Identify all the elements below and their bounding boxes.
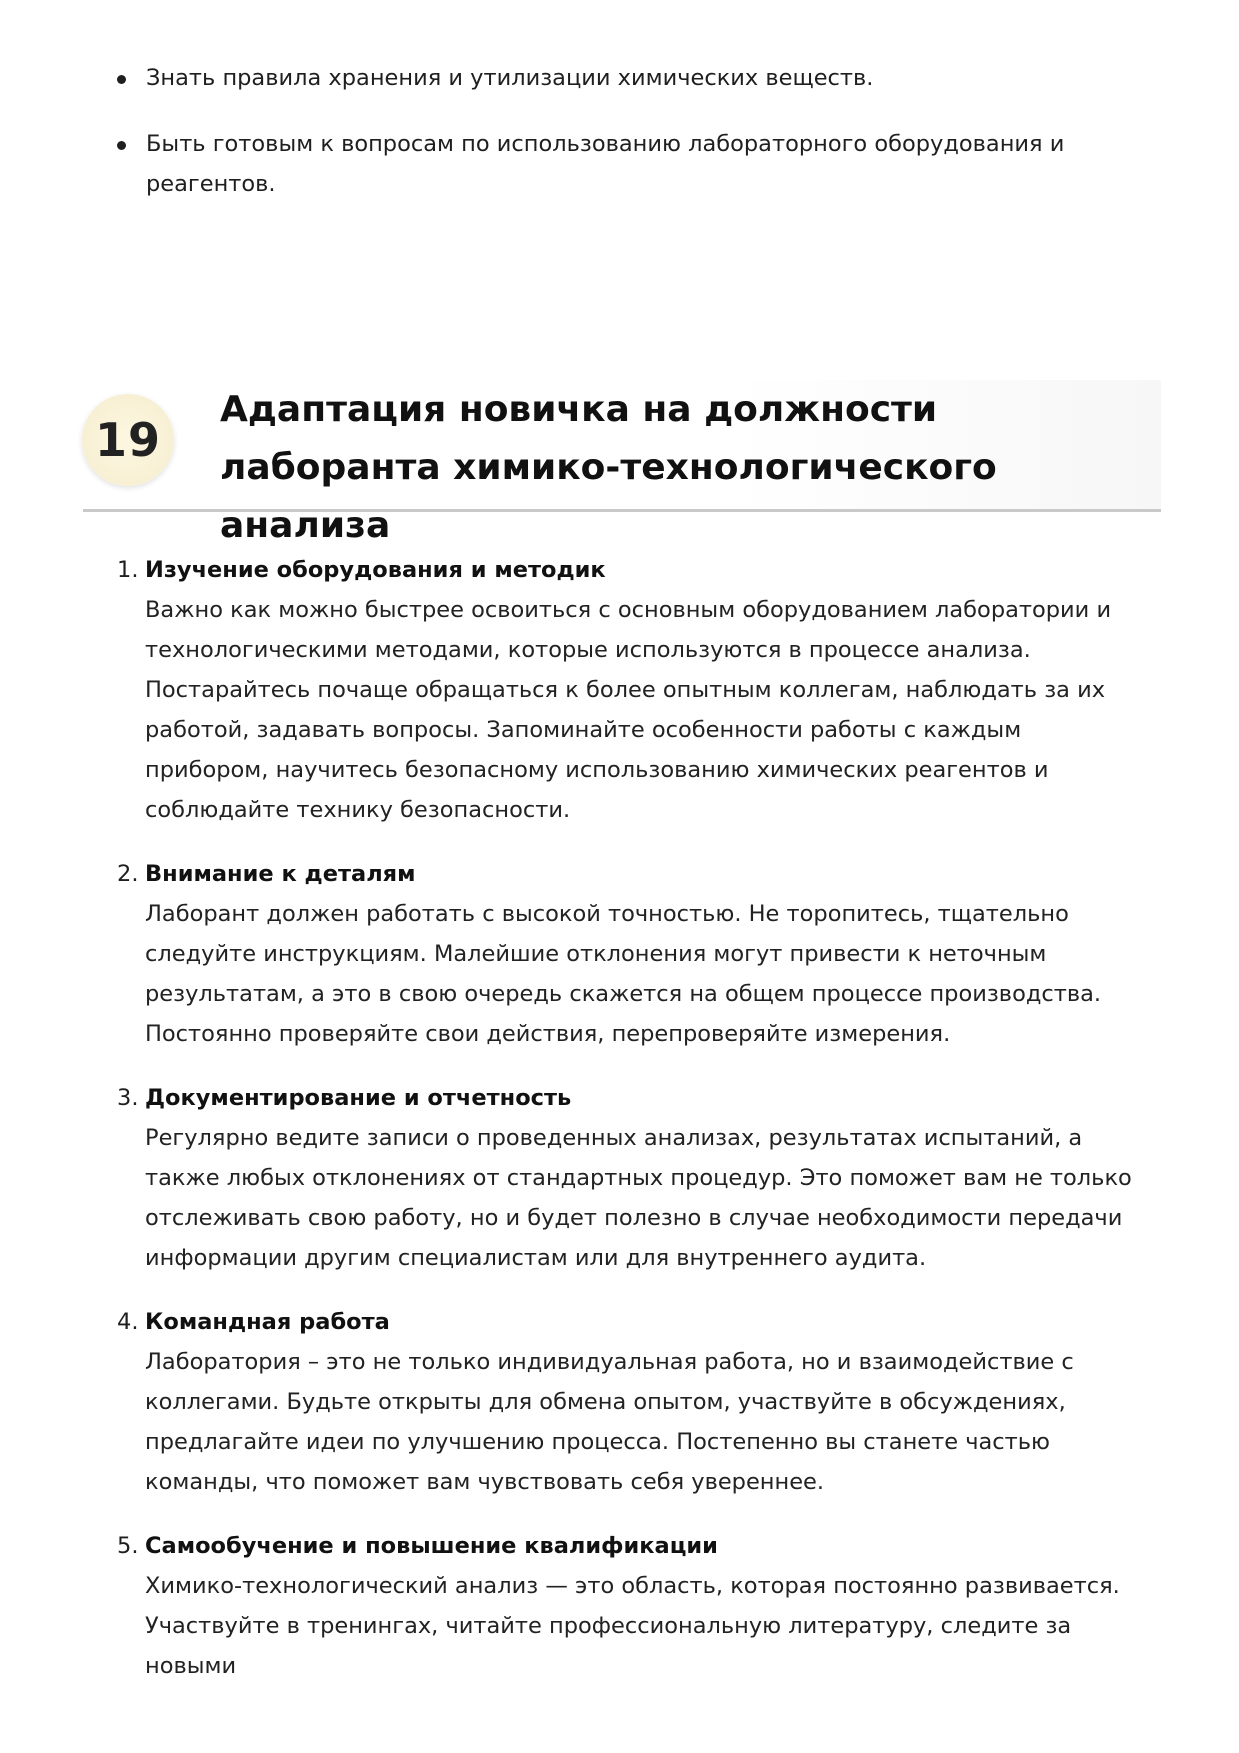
section-title: Адаптация новичка на должности лаборанта химико-технологического анализа	[220, 389, 997, 546]
list-item	[117, 854, 1147, 1054]
item-title: Командная работа	[145, 1309, 390, 1335]
item-body: Важно как можно быстрее освоиться с основным оборудованием лаборатории и технологическими методами, которые используются в процессе анализа. Постарайтесь почаще обращаться к более опытным коллегам, наблюдать за их работой, задавать вопросы. Запоминайте особенности работы с каждым прибором, научитесь безопасному использованию химических реагентов и соблюдайте технику безопасности.	[145, 597, 1112, 823]
item-body: Химико-технологический анализ — это область, которая постоянно развивается. Участвуйте в тренингах, читайте профессиональную литературу, следите за новыми	[145, 1573, 1120, 1679]
section-number-badge	[82, 394, 174, 486]
item-title: Документирование и отчетность	[145, 1085, 572, 1111]
item-number: 2.	[117, 861, 139, 887]
item-body: Лаборант должен работать с высокой точностью. Не торопитесь, тщательно следуйте инструкциям. Малейшие отклонения могут привести к неточным результатам, а это в свою очередь скажется на общем процессе производства. Постоянно проверяйте свои действия, перепроверяйте измерения.	[145, 901, 1102, 1047]
list-item	[117, 1302, 1147, 1502]
list-item	[117, 1078, 1147, 1278]
item-title: Изучение оборудования и методик	[145, 557, 606, 583]
item-body: Регулярно ведите записи о проведенных анализах, результатах испытаний, а также любых отклонениях от стандартных процедур. Это поможет вам не только отслеживать свою работу, но и будет полезно в случае необходимости передачи информации другим специалистам или для внутреннего аудита.	[145, 1125, 1132, 1271]
bullet-item	[117, 124, 1117, 204]
item-number: 5.	[117, 1533, 139, 1559]
bullet-item	[117, 58, 1117, 98]
bullet-text: Быть готовым к вопросам по использованию лабораторного оборудования и реагентов.	[146, 131, 1065, 197]
list-item	[117, 1526, 1147, 1686]
item-title: Самообучение и повышение квалификации	[145, 1533, 718, 1559]
item-number: 1.	[117, 557, 139, 583]
item-body: Лаборатория – это не только индивидуальная работа, но и взаимодействие с коллегами. Будьте открыты для обмена опытом, участвуйте в обсуждениях, предлагайте идеи по улучшению процесса. Постепенно вы станете частью команды, что поможет вам чувствовать себя увереннее.	[145, 1349, 1074, 1495]
numbered-list	[117, 550, 1147, 1710]
item-title: Внимание к деталям	[145, 861, 416, 887]
list-item	[117, 550, 1147, 830]
section-number: 19	[94, 413, 161, 467]
bullet-list	[117, 58, 1117, 230]
bullet-text: Знать правила хранения и утилизации химических веществ.	[146, 65, 874, 91]
item-number: 3.	[117, 1085, 139, 1111]
bullet-dot-icon	[117, 141, 126, 150]
item-number: 4.	[117, 1309, 139, 1335]
bullet-dot-icon	[117, 75, 126, 84]
